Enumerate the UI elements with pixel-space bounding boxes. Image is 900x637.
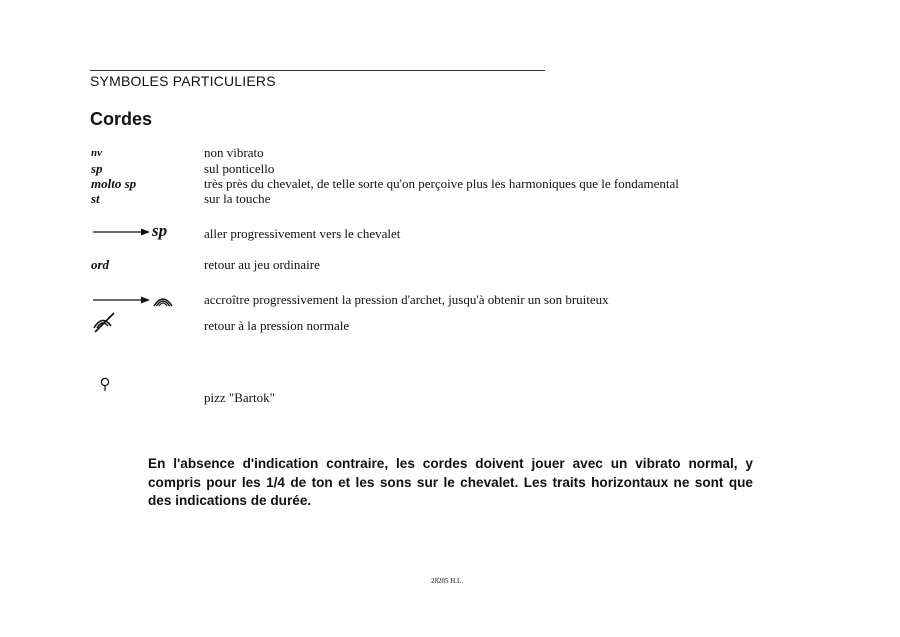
symbol-sp: sp xyxy=(91,161,103,176)
symbol-st: st xyxy=(91,191,100,206)
description-ord: retour au jeu ordinaire xyxy=(204,257,320,272)
page-footer: 28285 H.L. xyxy=(431,577,464,585)
symbol-ord: ord xyxy=(91,257,110,272)
arrow-to-pressure-icon xyxy=(92,292,174,308)
description-pressure-cancel: retour à la pression normale xyxy=(204,318,350,333)
arrow-to-sp-icon xyxy=(92,226,152,238)
description-nv: non vibrato xyxy=(204,145,264,160)
description-molto-sp: très près du chevalet, de telle sorte qu'on perçoive plus les harmoniques que le fondamental xyxy=(204,176,679,191)
description-arrow-sp: aller progressivement vers le chevalet xyxy=(204,226,401,241)
description-sp: sul ponticello xyxy=(204,161,275,176)
bartok-pizz-icon xyxy=(99,377,111,393)
description-arrow-pressure: accroître progressivement la pression d'archet, jusqu'à obtenir un son bruiteux xyxy=(204,292,609,307)
header-rule xyxy=(90,70,545,71)
subsection-title: Cordes xyxy=(90,109,153,129)
general-note: En l'absence d'indication contraire, les cordes doivent jouer avec un vibrato normal, y compris pour les 1/4 de ton et les sons sur le chevalet. Les traits horizontaux ne sont que des indications de durée. xyxy=(148,456,753,508)
description-st: sur la touche xyxy=(204,191,271,206)
section-title: SYMBOLES PARTICULIERS xyxy=(90,73,276,89)
pressure-cancel-icon xyxy=(92,310,118,334)
symbol-molto-sp: molto sp xyxy=(91,176,137,191)
symbol-nv: nv xyxy=(91,147,102,159)
symbol-arrow-sp: sp xyxy=(152,221,168,240)
description-bartok-pizz: pizz "Bartok" xyxy=(204,390,275,405)
